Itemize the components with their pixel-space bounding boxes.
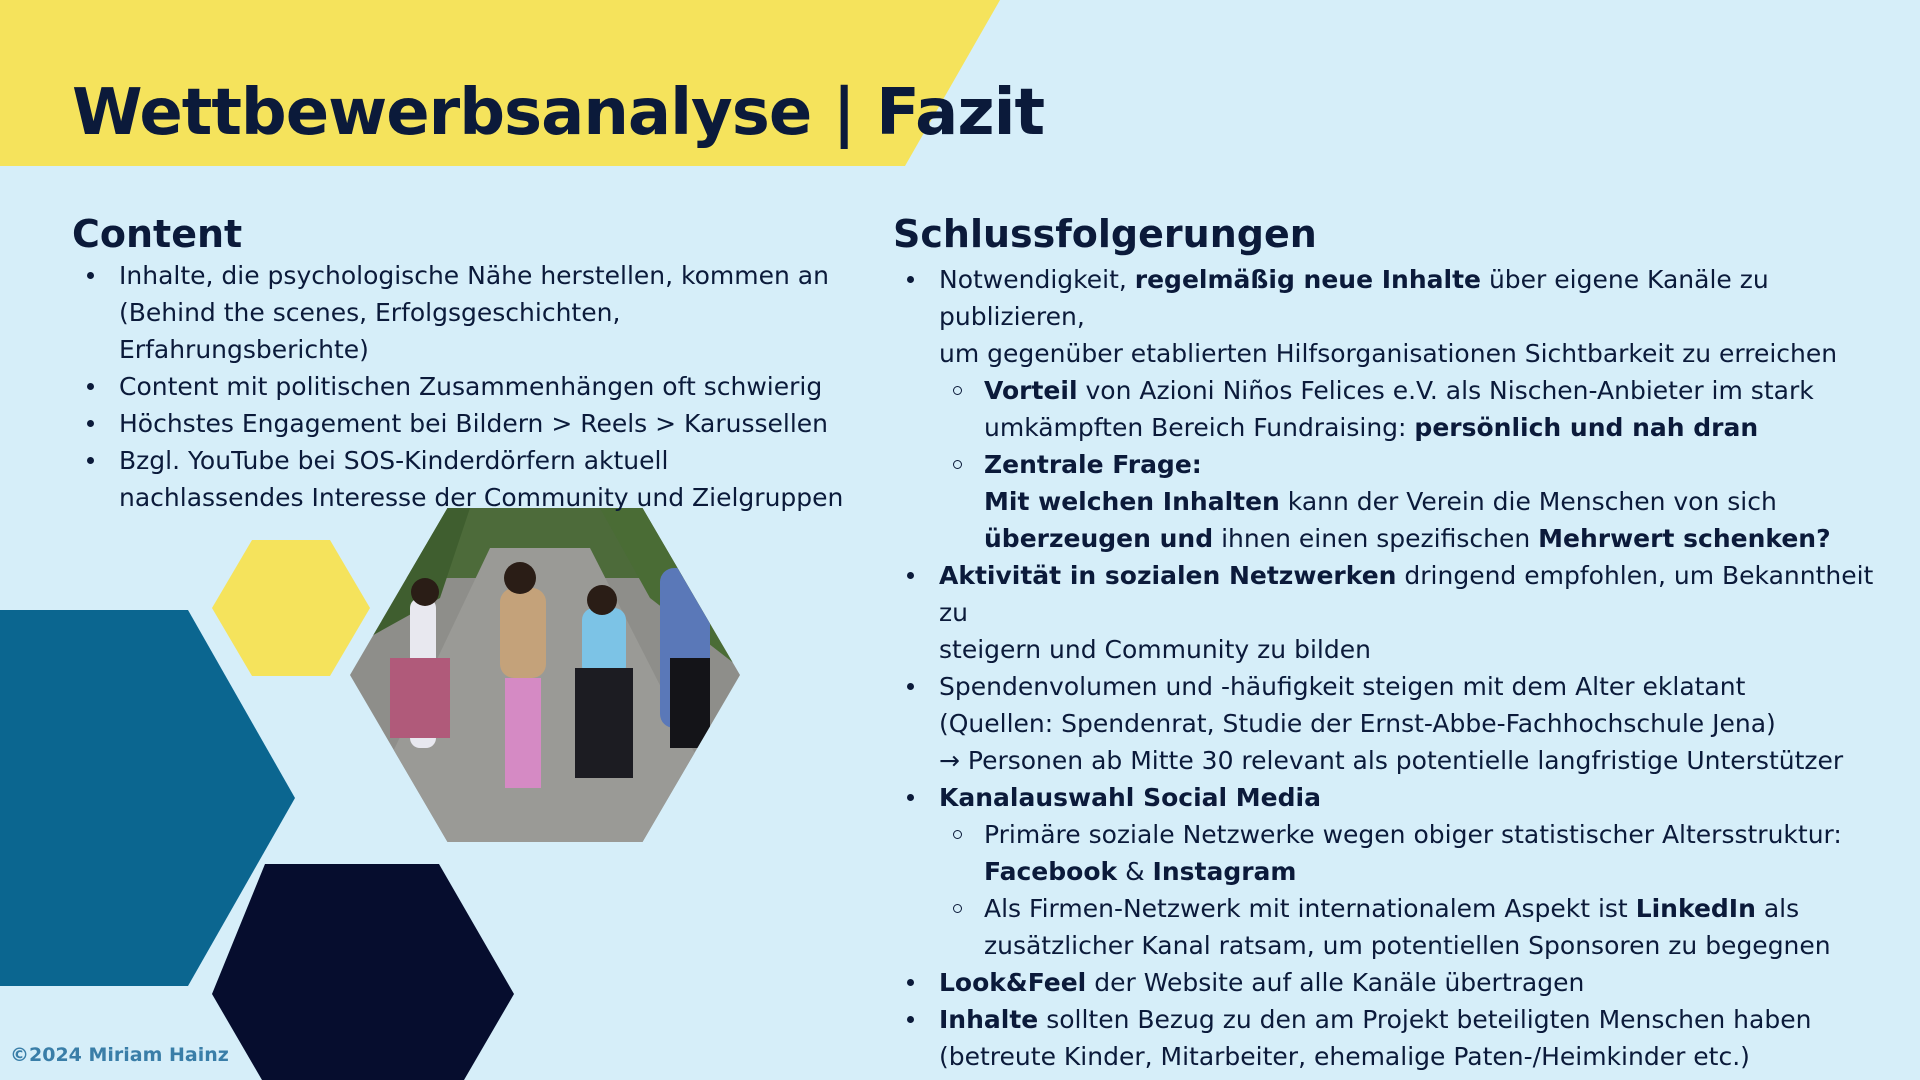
list-item: Höchstes Engagement bei Bildern > Reels > Karussellen <box>74 405 874 442</box>
list-item: Bzgl. YouTube bei SOS-Kinderdörfern aktuell nachlassendes Interesse der Community und Zielgruppen <box>74 442 874 516</box>
list-item: Aktivität in sozialen Netzwerken dringend empfohlen, um Bekanntheit zu steigern und Community zu bilden <box>894 557 1904 668</box>
list-item: Kanalauswahl Social Media Primäre soziale Netzwerke wegen obiger statistischer Altersstruktur: Facebook & Instagram Als Firmen-Netzwerk mit internationalem Aspekt ist LinkedIn als zusätzlicher Kanal ratsam, um potentiellen Sponsoren zu begegnen <box>894 779 1904 964</box>
yellow-hexagon <box>212 540 370 676</box>
sub-list <box>939 372 1904 557</box>
conclusions-heading: Schlussfolgerungen <box>893 212 1317 256</box>
list-item: Content mit politischen Zusammenhängen oft schwierig <box>74 368 874 405</box>
sub-list-item: Primäre soziale Netzwerke wegen obiger statistischer Altersstruktur: Facebook & Instagram <box>939 816 1904 890</box>
list-item: Notwendigkeit, regelmäßig neue Inhalte über eigene Kanäle zu publizieren, um gegenüber etablierten Hilfsorganisationen Sichtbarkeit zu erreichen Vorteil von Azioni Niños Felices e.V. als Nischen-Anbieter im stark umkämpften Bereich Fundraising: persönlich und nah dran Zentrale Frage: Mit welchen Inhalten kann der Verein die Menschen von sich überzeugen und ihnen einen spezifischen Mehrwert schenken? <box>894 261 1904 557</box>
list-item: Inhalte sollten Bezug zu den am Projekt beteiligten Menschen haben (betreute Kinder, Mitarbeiter, ehemalige Paten-/Heimkinder etc.) <box>894 1001 1904 1075</box>
conclusions-list <box>894 261 1904 1075</box>
navy-hexagon <box>212 864 514 1080</box>
sub-list-item: Als Firmen-Netzwerk mit internationalem Aspekt ist LinkedIn als zusätzlicher Kanal ratsam, um potentiellen Sponsoren zu begegnen <box>939 890 1904 964</box>
content-heading: Content <box>72 212 243 256</box>
list-item: Spendenvolumen und -häufigkeit steigen mit dem Alter eklatant (Quellen: Spendenrat, Studie der Ernst-Abbe-Fachhochschule Jena) → Personen ab Mitte 30 relevant als potentielle langfristige Unterstützer <box>894 668 1904 779</box>
content-list <box>74 257 874 516</box>
children-photo <box>350 508 740 842</box>
list-item: Look&Feel der Website auf alle Kanäle übertragen <box>894 964 1904 1001</box>
copyright-notice: ©2024 Miriam Hainz <box>10 1044 229 1066</box>
sub-list-item: Zentrale Frage: Mit welchen Inhalten kann der Verein die Menschen von sich überzeugen und ihnen einen spezifischen Mehrwert schenken? <box>939 446 1904 557</box>
list-item: Inhalte, die psychologische Nähe herstellen, kommen an (Behind the scenes, Erfolgsgeschichten, Erfahrungsberichte) <box>74 257 874 368</box>
page-title: Wettbewerbsanalyse | Fazit <box>72 76 1045 150</box>
sub-list <box>939 816 1904 964</box>
sub-list-item: Vorteil von Azioni Niños Felices e.V. als Nischen-Anbieter im stark umkämpften Bereich Fundraising: persönlich und nah dran <box>939 372 1904 446</box>
